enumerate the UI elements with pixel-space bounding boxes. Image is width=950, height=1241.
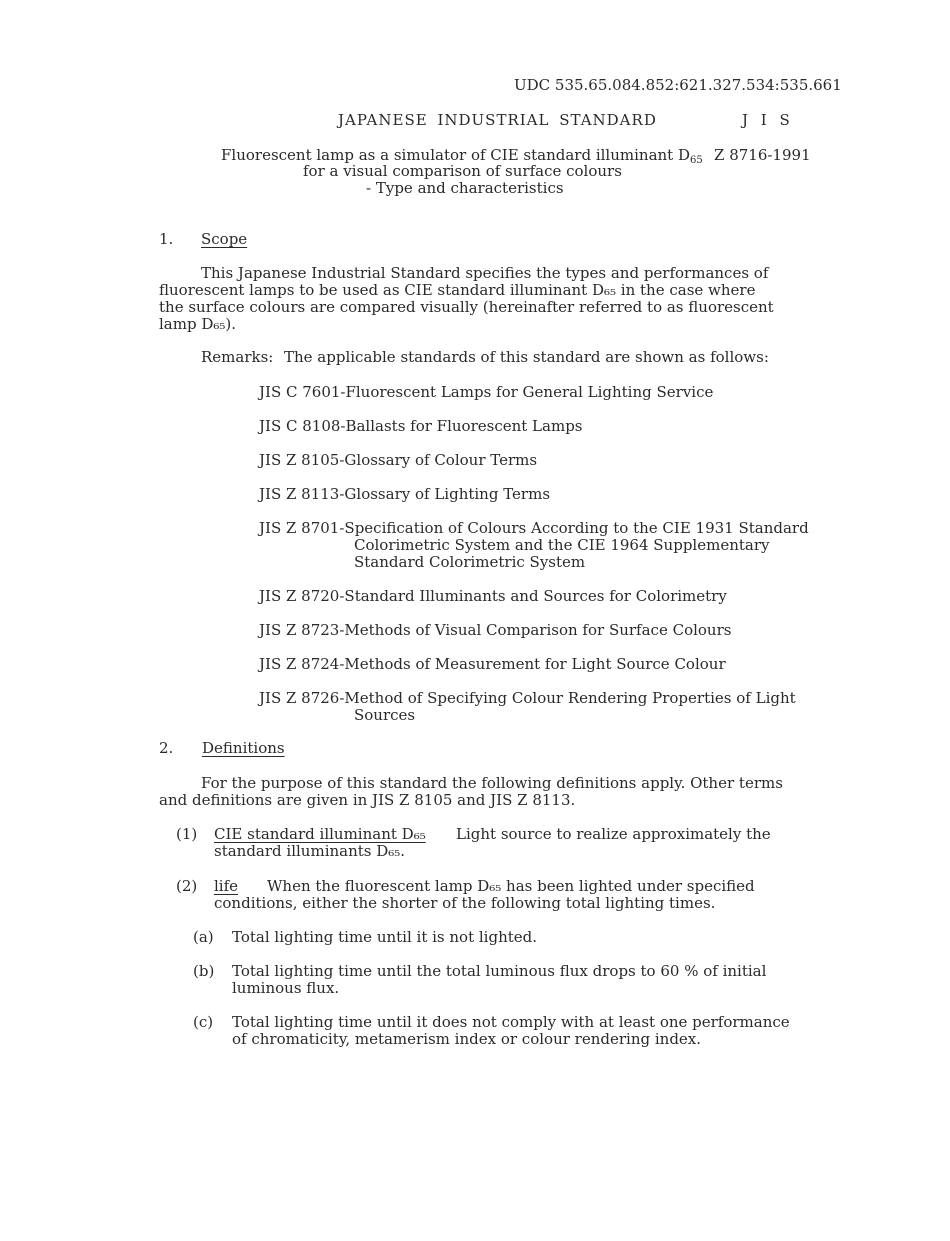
subitem-text-cont: of chromaticity, metamerism index or colour rendering index. — [232, 1030, 702, 1048]
scope-para-line: fluorescent lamps to be used as CIE standard illuminant D₆₅ in the case where — [159, 281, 756, 299]
definition-text-cont: conditions, either the shorter of the following total lighting times. — [214, 894, 716, 912]
standard-ref: JIS Z 8723-Methods of Visual Comparison for Surface Colours — [259, 621, 732, 639]
remarks-text: The applicable standards of this standard are shown as follows: — [284, 348, 769, 366]
scope-para-line: lamp D₆₅). — [159, 315, 237, 333]
standard-number: Z 8716-1991 — [714, 146, 811, 164]
standard-ref: JIS C 7601-Fluorescent Lamps for General Lighting Service — [259, 383, 714, 401]
scope-para-line: This Japanese Industrial Standard specifies the types and performances of — [201, 264, 769, 282]
definition-text-cont: standard illuminants D₆₅. — [214, 842, 406, 860]
subitem-text-cont: luminous flux. — [232, 979, 340, 997]
section-number: 1. — [159, 230, 174, 248]
standard-ref: JIS Z 8701-Specification of Colours According to the CIE 1931 Standard — [259, 519, 809, 537]
definitions-intro-line: and definitions are given in JIS Z 8105 and JIS Z 8113. — [159, 791, 576, 809]
scope-para-line: the surface colours are compared visually (hereinafter referred to as fluorescent — [159, 298, 774, 316]
definition-number: (1) — [176, 825, 198, 843]
subitem-text: Total lighting time until the total luminous flux drops to 60 % of initial — [232, 962, 767, 980]
definition-text: When the fluorescent lamp D₆₅ has been lighted under specified — [267, 877, 755, 895]
title-text: Fluorescent lamp as a simulator of CIE standard illuminant D — [221, 146, 690, 164]
definition-text: Light source to realize approximately the — [456, 825, 771, 843]
section-heading-scope: Scope — [201, 230, 248, 248]
remarks-label: Remarks: — [201, 348, 274, 366]
title-line-3: - Type and characteristics — [366, 179, 564, 197]
title-line-2: for a visual comparison of surface colours — [303, 162, 622, 180]
subitem-text: Total lighting time until it is not lighted. — [232, 928, 538, 946]
standard-org: JAPANESE INDUSTRIAL STANDARD — [338, 111, 657, 129]
definition-term: CIE standard illuminant D₆₅ — [214, 825, 426, 843]
subitem-text: Total lighting time until it does not comply with at least one performance — [232, 1013, 790, 1031]
standard-ref: JIS Z 8724-Methods of Measurement for Light Source Colour — [259, 655, 726, 673]
subitem-label: (c) — [193, 1013, 214, 1031]
standard-ref: JIS C 8108-Ballasts for Fluorescent Lamps — [259, 417, 583, 435]
definitions-intro-line: For the purpose of this standard the following definitions apply. Other terms — [201, 774, 783, 792]
definition-number: (2) — [176, 877, 198, 895]
definition-term: life — [214, 877, 239, 895]
standard-ref: JIS Z 8720-Standard Illuminants and Sources for Colorimetry — [259, 587, 727, 605]
standard-ref-cont: Standard Colorimetric System — [354, 553, 586, 571]
subitem-label: (a) — [193, 928, 214, 946]
standard-ref-cont: Colorimetric System and the CIE 1964 Supplementary — [354, 536, 770, 554]
standard-ref-cont: Sources — [354, 706, 416, 724]
standard-ref: JIS Z 8726-Method of Specifying Colour Rendering Properties of Light — [259, 689, 796, 707]
udc-number: UDC 535.65.084.852:621.327.534:535.661 — [514, 76, 842, 94]
section-heading-definitions: Definitions — [202, 739, 285, 757]
standard-ref: JIS Z 8105-Glossary of Colour Terms — [259, 451, 538, 469]
standard-ref: JIS Z 8113-Glossary of Lighting Terms — [259, 485, 551, 503]
jis-mark: J I S — [742, 111, 794, 129]
section-number: 2. — [159, 739, 174, 757]
subitem-label: (b) — [193, 962, 215, 980]
title-subscript: 65 — [690, 155, 703, 166]
